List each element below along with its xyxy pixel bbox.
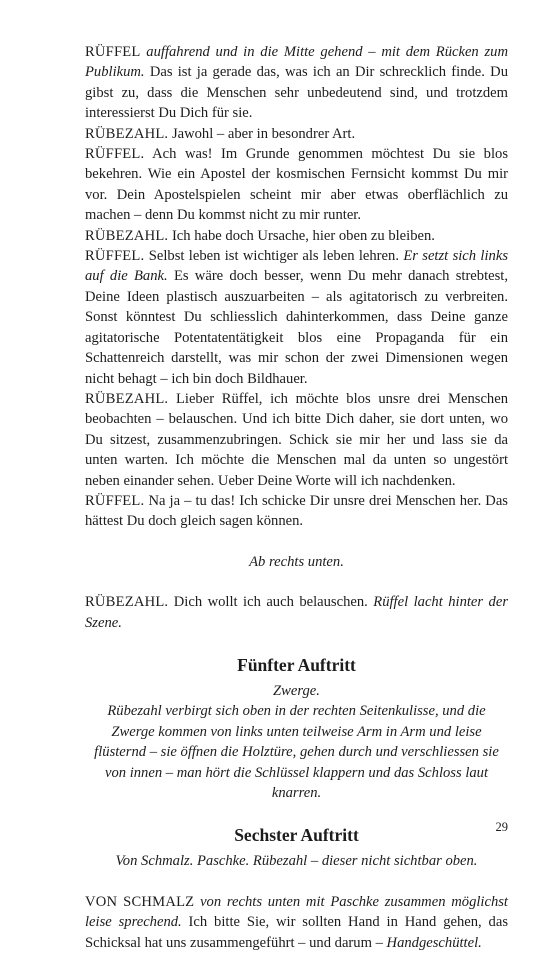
speaker: RÜBEZAHL.	[85, 390, 169, 407]
speech: Das ist ja gerade das, was ich an Dir schrecklich finde. Du gibst zu, dass die Menschen sehr unbedeutend sind, und trotzdem interessierst Du Dich für sie.	[85, 64, 508, 122]
spacer	[85, 872, 508, 892]
page-body	[85, 42, 508, 953]
speech: Lieber Rüffel, ich möchte blos unsre drei Menschen beobachten – belauschen. Und ich bitte Dich daher, sie dort unten, wo Du sitzest, zusammenzubringen. Schick sie mir her und lass sie da unten warten. Ich möchte die Menschen mal da unten so ungestört neben einander sehen. Ueber Deine Worte will ich nachdenken.	[85, 390, 508, 489]
spacer	[85, 532, 508, 552]
paragraph-ruffel-2	[85, 144, 508, 226]
speaker: RÜFFEL.	[85, 492, 145, 509]
exit-direction: Ab rechts unten.	[249, 553, 344, 570]
speech: Ach was! Im Grunde genommen möchtest Du sie blos bekehren. Wie ein Apostel der kosmischen Fernsicht kommst Du mir vor. Dein Apostelspielen scheint mir aber etwas oberflächlich zu machen – denn Du kommst nicht zu mir runter.	[85, 146, 508, 224]
speaker: RÜFFEL.	[85, 146, 145, 163]
paragraph-ruffel-4	[85, 491, 508, 532]
speaker: VON SCHMALZ	[85, 893, 195, 910]
scene-cast-6: Von Schmalz. Paschke. Rübezahl – dieser nicht sichtbar oben.	[115, 853, 478, 870]
paragraph-ruffel-1	[85, 42, 508, 124]
speech: Selbst leben ist wichtiger als leben lehren.	[148, 248, 399, 265]
speech: Dich wollt ich auch belauschen.	[173, 594, 368, 611]
paragraph-von-schmalz-1	[85, 892, 508, 953]
stage-direction: Handgeschüttel.	[386, 934, 482, 951]
speech: Es wäre doch besser, wenn Du mehr danach strebtest, Deine Ideen plastisch auszuarbeiten – als agitatorisch zu verbreiten. Sonst könntest Du schliesslich dahinterkommen, dass Deine ganze agitatorische Potentatentätigkeit blos eine Propaganda für ein Schattenreich darstellt, was mir schon der zwei Dimensionen wegen nicht behagt – ich bin doch Bildhauer.	[85, 268, 508, 387]
scene-cast-5: Zwerge.	[273, 682, 320, 699]
paragraph-rubezahl-1	[85, 124, 508, 144]
speaker: RÜFFEL.	[85, 248, 145, 265]
paragraph-rubezahl-2	[85, 226, 508, 246]
speaker: RÜFFEL	[85, 44, 141, 60]
speaker: RÜBEZAHL.	[85, 227, 169, 244]
stage-direction: Rüffel lacht hinter der Szene.	[85, 594, 508, 631]
page-number: 29	[495, 820, 508, 834]
spacer	[85, 572, 508, 592]
paragraph-rubezahl-3	[85, 389, 508, 491]
scene-heading-6: Sechster Auftritt	[234, 825, 359, 846]
spacer	[85, 633, 508, 653]
scene-direction-5: Rübezahl verbirgt sich oben in der rechten Seitenkulisse, und die Zwerge kommen von links unten teilweise Arm in Arm und leise flüsternd – sie öffnen die Holztüre, gehen durch und verschliessen sie von innen – man hört die Schlüssel klappern und das Schloss laut knarren.	[94, 703, 499, 801]
stage-direction: Er setzt sich links auf die Bank.	[85, 248, 508, 285]
speaker: RÜBEZAHL.	[85, 125, 169, 142]
scene-heading-5: Fünfter Auftritt	[237, 654, 356, 675]
speaker: RÜBEZAHL.	[85, 594, 169, 611]
stage-direction: von rechts unten mit Paschke zusammen möglichst leise sprechend.	[85, 893, 508, 931]
paragraph-ruffel-3	[85, 246, 508, 389]
speech: Jawohl – aber in besondrer Art.	[171, 125, 356, 142]
spacer	[85, 803, 508, 823]
speech: Ich habe doch Ursache, hier oben zu bleiben.	[171, 227, 435, 244]
speech: Ich bitte Sie, wir sollten Hand in Hand gehen, das Schicksal hat uns zusammengeführt – und darum –	[85, 914, 508, 951]
paragraph-rubezahl-4	[85, 592, 508, 633]
speech: Na ja – tu das! Ich schicke Dir unsre drei Menschen her. Das hättest Du doch gleich sagen können.	[85, 492, 508, 530]
stage-direction: auffahrend und in die Mitte gehend – mit dem Rücken zum Publikum.	[85, 44, 508, 81]
